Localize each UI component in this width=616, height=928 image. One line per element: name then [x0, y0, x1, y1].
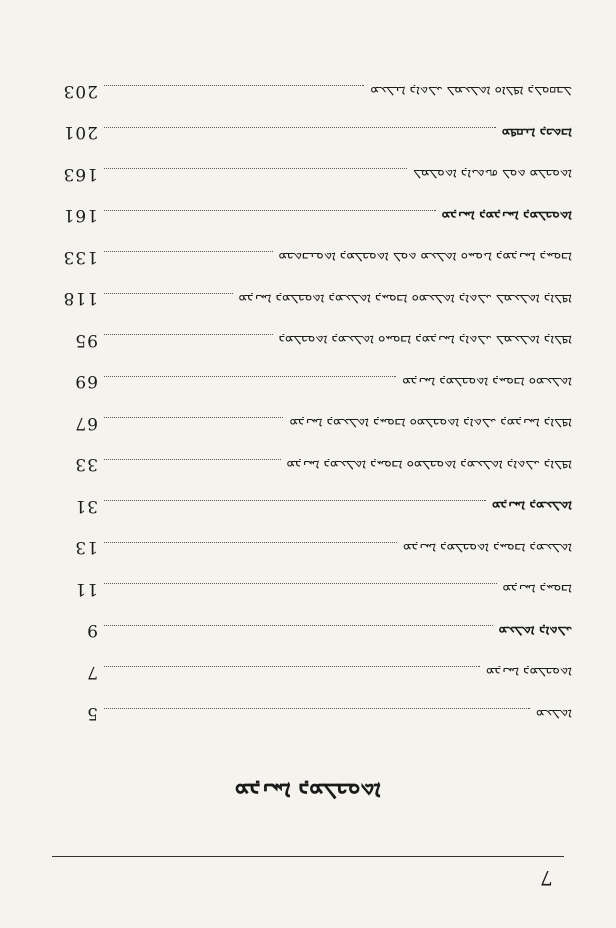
toc-row	[52, 361, 572, 403]
dot-leader	[104, 666, 480, 677]
toc-page-number: 118	[62, 288, 98, 309]
page-number: 7	[540, 866, 553, 890]
toc-entry-title: ܡܦܩܢܐ ܕܟܬܒܐ	[501, 124, 572, 140]
toc-page-number: 95	[74, 329, 98, 350]
toc-entry-title: ܠܡܠܘܬܐ ܕܐܝܬܝܗ ܠܘܬ ܡܠܟܘܬܐ	[413, 166, 572, 182]
toc-page-number: 13	[74, 537, 98, 558]
toc-page-number: 163	[62, 163, 98, 184]
toc-row	[52, 236, 572, 278]
footer-rule	[52, 856, 564, 857]
toc-page-number: 11	[74, 578, 98, 599]
dot-leader	[104, 376, 396, 387]
dot-leader	[104, 293, 233, 304]
dot-leader	[104, 500, 486, 511]
toc-entry-title: ܡܕܢܚܐ ܕܡܠܟܘܬܐ ܕܡܥܠܬܐ ܕܚܘܒܐ ܘܡܥܠܬܐ ܕܐܬܠܝ ܠܡܥܠܬܐ ܕܐܠܦܐ	[238, 290, 572, 306]
toc-entry-title: ܕܡܠܟܘܬܐ ܕܡܥܠܬܐ ܘܚܘܒܐ ܕܡܕܢܚܐ ܕܐܬܠܝ ܠܡܥܠܬܐ ܕܐܠܦܐ	[278, 332, 572, 348]
toc-page-number: 203	[62, 80, 98, 101]
toc-entry-title: ܡܕܢܚܐ ܕܡܠܟܘܬܐ ܕܚܘܒܐ ܘܡܥܠܬܐ	[402, 373, 572, 389]
toc-entry-title: ܡܕܢܚܐ ܕܡܠܟܘܬܐ ܕܚܘܒܐ ܕܡܥܠܬܐ	[403, 539, 572, 555]
toc-page-number: 69	[74, 371, 98, 392]
toc-page-number: 133	[62, 246, 98, 267]
contents-heading: ܡܕܢܚܐ ܕܡܠܟܘܬܐ	[234, 778, 382, 804]
toc-entry-title: ܡܕܢܚܐ ܕܡܥܠܬܐ ܕܚܘܒܐ ܘܡܠܟܘܬܐ ܕܐܬܠܝ ܕܡܕܢܚܐ ܕܐܠܦܐ	[289, 415, 572, 431]
toc-entry-title: ܡܟܬܒܢܘܬܐ ܕܡܠܟܘܬܐ ܠܘܬ ܡܥܠܬܐ ܘܚܘܝܐ ܕܡܕܢܚܐ ܕܚܘܒܐ	[278, 249, 572, 265]
toc-page-number: 161	[62, 205, 98, 226]
toc-entry-title: ܡܕܢܚܐ ܕܡܕܢܚܐ ܕܡܠܟܘܬܐ	[441, 207, 572, 223]
dot-leader	[104, 417, 284, 428]
toc-page-number: 5	[86, 703, 98, 724]
toc-row	[52, 485, 572, 527]
dot-leader	[104, 85, 364, 96]
toc-row	[52, 568, 572, 610]
toc-row	[52, 693, 572, 735]
toc-entry-title: ܡܕܢܚܐ ܕܚܘܒܐ	[502, 581, 572, 597]
toc-row	[52, 112, 572, 154]
dot-leader	[104, 334, 273, 345]
dot-leader	[104, 251, 273, 262]
toc-row	[52, 70, 572, 112]
toc-row	[52, 402, 572, 444]
toc-page-number: 31	[74, 495, 98, 516]
dot-leader	[104, 168, 407, 179]
dot-leader	[104, 583, 497, 594]
toc-entry-title: ܡܥܠܬܐ ܕܐܬܠܝ	[498, 622, 572, 638]
toc-page-number: 33	[74, 454, 98, 475]
toc-row	[52, 319, 572, 361]
toc-page-number: 7	[86, 661, 98, 682]
dot-leader	[104, 127, 496, 138]
dot-leader	[104, 459, 281, 470]
table-of-contents	[52, 70, 572, 734]
toc-row	[52, 651, 572, 693]
toc-row	[52, 610, 572, 652]
toc-entry-title: ܡܕܢܚܐ ܕܡܥܠܬܐ ܕܚܘܒܐ ܘܡܠܟܘܬܐ ܕܡܥܠܬܐ ܕܐܬܠܝ ܕܐܠܦܐ	[286, 456, 572, 472]
dot-leader	[104, 625, 493, 636]
toc-page-number: 67	[74, 412, 98, 433]
toc-row	[52, 444, 572, 486]
toc-row	[52, 278, 572, 320]
toc-entry-title: ܡܥܠܬܐ	[536, 705, 572, 721]
toc-entry-title: ܡܥܠܢܐ ܕܐܬܠܝ ܠܡܥܠܬܐ ܘܐܠܦܐ ܕܠܘܩܒܠ	[370, 83, 572, 99]
toc-page-number: 9	[86, 620, 98, 641]
toc-row	[52, 527, 572, 569]
dot-leader	[104, 542, 397, 553]
toc-row	[52, 195, 572, 237]
toc-entry-title: ܡܕܢܚܐ ܕܡܠܟܘܬܐ	[486, 664, 572, 680]
dot-leader	[104, 708, 530, 719]
toc-row	[52, 153, 572, 195]
toc-page-number: 201	[62, 122, 98, 143]
dot-leader	[104, 210, 436, 221]
toc-entry-title: ܡܕܢܚܐ ܕܡܥܠܬܐ	[492, 498, 572, 514]
